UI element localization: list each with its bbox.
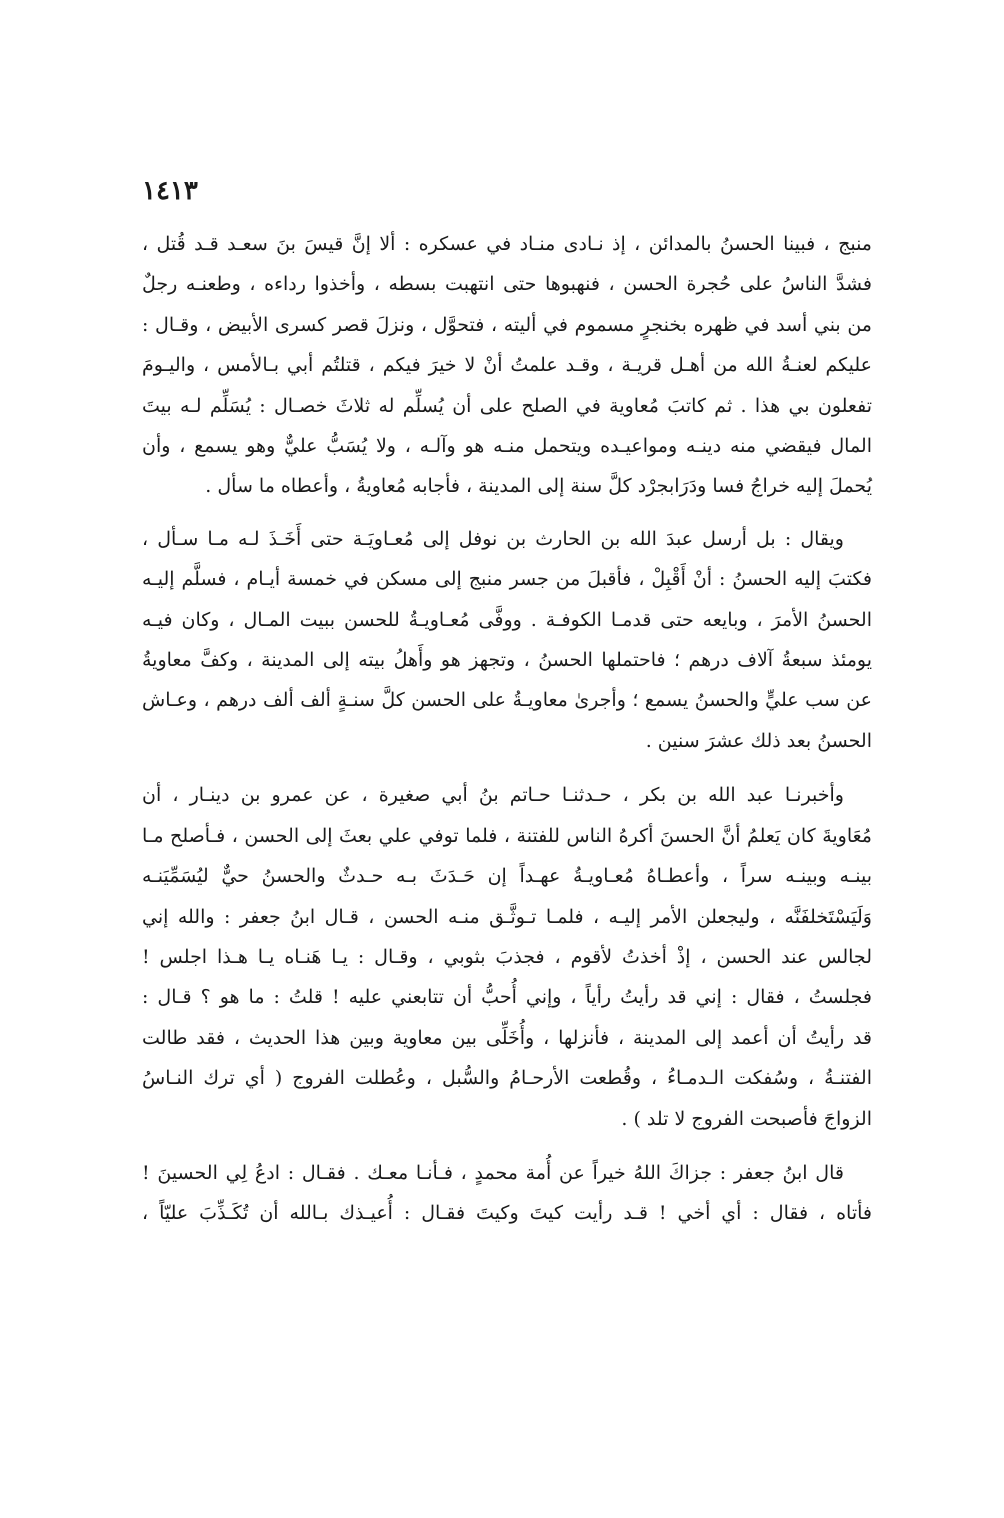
paragraph-3: [142, 775, 872, 1139]
text-line: قد رأيتُ أن أعمد إلى المدينة ، فأنزلها ، وأُخَلِّى بين معاوية وبين هذا الحديث ، فقد طالت: [142, 1026, 872, 1049]
text-line: مُعَاويةَ كان يَعلمُ أنَّ الحسنَ أكرهُ الناس للفتنة ، فلما توفي علي بعثَ إلى الحسن ، فـأصلح مـا: [142, 824, 872, 847]
text-line: الزواجَ فأصبحت الفروج لا تلد ) .: [621, 1107, 872, 1130]
text-line: فشدَّ الناسُ على حُجرة الحسن ، فنهبوها حتى انتهبت بسطه ، وأخذوا رداءه ، وطعنـه رجلٌ: [142, 273, 872, 296]
text-line: وأخبرنـا عبد الله بن بكر ، حـدثنـا حـاتم بنُ أبي صغيرة ، عن عمرو بن دينـار ، أن: [142, 784, 844, 807]
text-line: يومئذ سبعةُ آلاف درهم ؛ فاحتملها الحسنُ ، وتجهز هو وأَهلُ بيته إلى المدينة ، وكفَّ معاويةُ: [142, 649, 872, 672]
text-line: الحسنُ بعد ذلك عشرَ سنين .: [645, 729, 872, 752]
text-line: المال فيقضي منه دينـه ومواعيـده ويتحمل منـه هو وآلـه ، ولا يُسَبُّ عليٌّ وهو يسمع ، وأن: [142, 435, 872, 458]
text-line: الحسنُ الأمرَ ، وبايعه حتى قدمـا الكوفـة . ووفَّى مُعـاويـةُ للحسن ببيت المـال ، وكان فيـه: [142, 608, 872, 631]
text-line: بينـه وبينـه سراً ، وأعطـاهُ مُعـاويـةُ عهـداً إن حَـدَثَ بـه حـدثٌ والحسنُ حيٌّ ليُسَمِّيَنـه: [142, 865, 872, 888]
paragraph-2: [142, 519, 872, 761]
paragraph-4: [142, 1153, 872, 1234]
page-number: ١٤١٣: [142, 176, 198, 206]
text-line: قال ابنُ جعفر : جزاكَ اللهُ خيراً عن أُمة محمدٍ ، فـأنـا معـك . فقـال : ادعُ لِي الحسينَ !: [142, 1161, 844, 1184]
text-line: لجالس عند الحسن ، إذْ أخذتُ لأقوم ، فجذبَ بثوبي ، وقـال : يـا هَنـاه يـا هـذا اجلس !: [142, 945, 872, 968]
text-line: تفعلون بي هذا . ثم كاتبَ مُعاوية في الصلح على أن يُسلِّم له ثلاثَ خصـال : يُسَلِّم لـه بيتَ: [142, 394, 872, 417]
text-line: منبج ، فبينا الحسنُ بالمدائن ، إذ نـادى منـاد في عسكره : ألا إنَّ قيسَ بنَ سعـد قـد قُتل ،: [142, 233, 872, 255]
text-line: ويقال : بل أرسل عبدَ الله بن الحارث بن نوفل إلى مُعـاويَـة حتى أَخَـذَ لـه مـا سـأل ،: [142, 527, 844, 550]
body-text: [142, 224, 872, 1234]
text-line: فجلستُ ، فقال : إني قد رأيتُ رأياً ، وإني أُحبُّ أن تتابعني عليه ! قلتُ : ما هو ؟ قـال :: [142, 986, 872, 1009]
text-line: وَلَيَسْتَخلفَنَّه ، وليجعلن الأمر إليـه ، فلمـا تـوثَّـق منـه الحسن ، قـال ابنُ جعفر : والله إني: [142, 905, 872, 928]
text-line: فكتبَ إليه الحسنُ : أنْ أَقْبِلْ ، فأقبلَ من جسر منبج إلى مسكن في خمسة أيـام ، فسلَّم إليـه: [142, 568, 872, 591]
text-line: عليكم لعنـةُ الله من أهـل قريـة ، وقـد علمتُ أنْ لا خيرَ فيكم ، قتلتُم أبي بـالأمس ، واليـومَ: [142, 354, 872, 377]
text-line: فأتاه ، فقال : أي أخي ! قـد رأيت كيتَ وكيتَ فقـال : أُعيـذك بـالله أن تُكَـذِّبَ عليّاً ،: [142, 1202, 872, 1225]
paragraph-1: [142, 224, 872, 507]
text-line: من بني أسد في ظهره بخنجرٍ مسموم في أليته ، فتحوَّل ، ونزلَ قصر كسرى الأبيض ، وقـال :: [142, 313, 872, 336]
text-line: عن سب عليٍّ والحسنُ يسمع ؛ وأجرىٰ معاويـةُ على الحسن كلَّ سنـةٍ ألف ألف درهم ، وعـاش: [142, 689, 872, 712]
text-line: الفتنـةُ ، وسُفكت الـدمـاءُ ، وقُطعت الأرحـامُ والسُّبل ، وعُطلت الفروج ( أي ترك النـاسُ: [142, 1067, 872, 1090]
text-line: يُحملَ إليه خراجُ فسا ودَرَابجرْد كلَّ سنة إلى المدينة ، فأجابه مُعاويةُ ، وأعطاه ما سأل .: [205, 475, 872, 498]
